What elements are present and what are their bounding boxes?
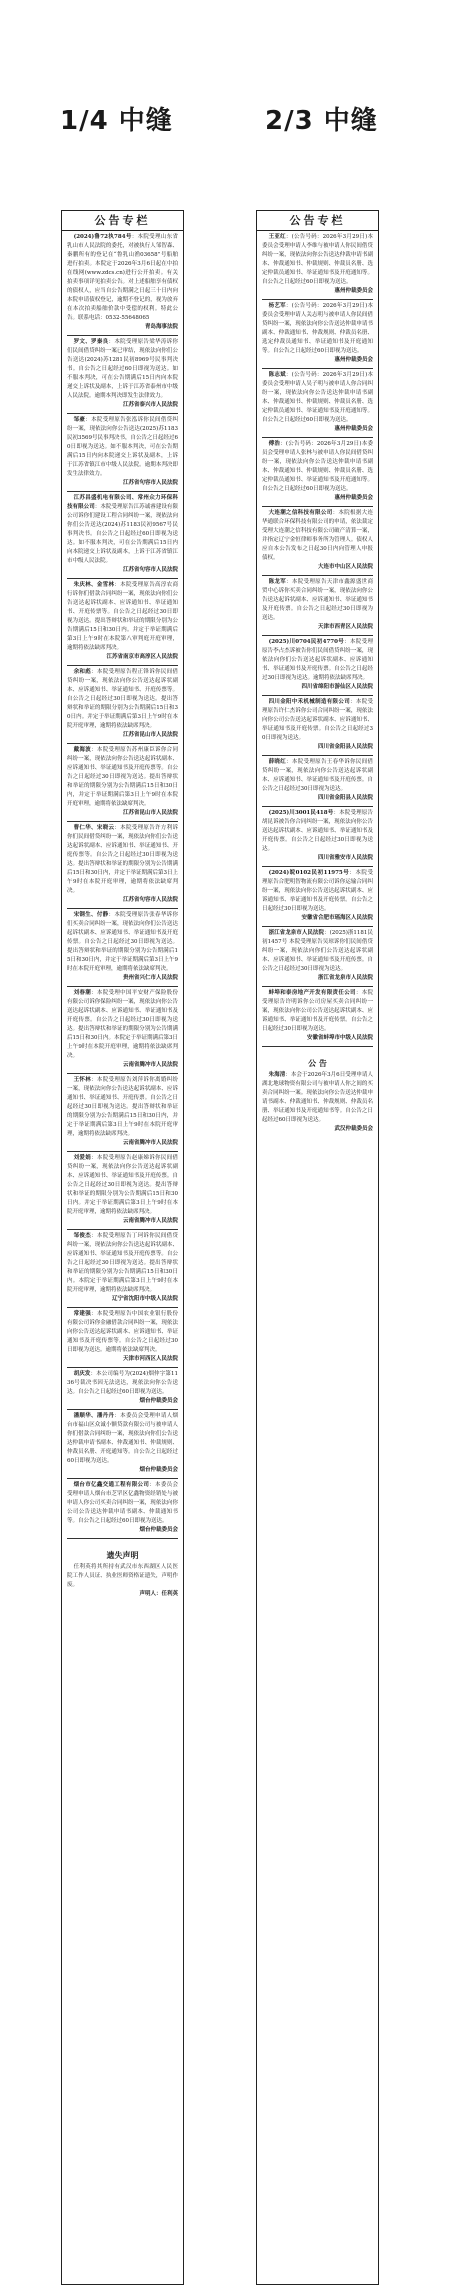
notice-label: (2024)皖0102民初11975号	[268, 870, 350, 876]
notice-divider	[262, 506, 373, 507]
notice-label: 朱庆林、金雪林	[73, 582, 115, 588]
notice-text: 陈龙军：本院受理原告天津市鑫源盛世商贸中心诉你买卖合同纠纷一案，现依法向你公告送达起诉状副本、应诉通知书、举证通知书及开庭传票。自公告之日起经过30日即视为送达。	[262, 579, 373, 621]
notice-court: 烟台仲裁委员会	[139, 1398, 178, 1404]
notice-item	[262, 638, 373, 696]
notice-court: 辽宁省沈阳市中级人民法院	[111, 1296, 178, 1302]
notice-item	[67, 581, 178, 666]
notice-item	[262, 371, 373, 438]
notice-label: 刘爱娟	[73, 1155, 92, 1161]
notice-label: 常建强	[73, 1311, 92, 1317]
notice-divider	[67, 1307, 178, 1308]
right-section-title: 2/3 中缝	[265, 106, 378, 136]
notice-body: 本公司编号为(2024)烟仲字第1136号裁决书因无法送达，现依法向你公告送达。自公告之日起经过60日即视为送达。	[67, 1371, 178, 1395]
notice-label: 大连潮之信科技有限公司	[268, 510, 333, 516]
bottom-notice-body: 朱海清：本会于2026年3月6日受理申请人湖北地球物资有限公司与被申请人你之间的买卖合同纠纷一案。现依法向你公告送达仲裁申请书副本、仲裁通知书、仲裁规则、仲裁员名册、举证通知书及开庭通知书等。自公告之日起经过60日即视为送达。	[262, 1072, 373, 1123]
notice-body: 本院受理原告许方利诉你们民间借贷纠纷一案，现依法向你们公告送达起诉状副本、应诉通知书、举证通知书、开庭传票等。自公告之日起经过30日即视为送达。提出答辩状和举证的期限分别为公告期满后15日和30日内，并定于举证期满后第3日上午9时在本院开庭审理，逾期将依法缺席判决。	[67, 825, 178, 894]
notice-label: 刘春潮	[73, 990, 92, 996]
notice-text: 傅浩：(公告号码：2026年3月29日)本委员会受理申请人张林与被申请人你民间借贷纠纷一案，现依法向你公告送达仲裁申请书副本、仲裁通知书、仲裁规则、仲裁员名册、选定仲裁员通知书、举证通知书及开庭通知等。自公告之日起经过60日即视为送达。	[262, 441, 373, 492]
notice-text: 戴海波：本院受理原告苏州康臣诉你合同纠纷一案，现依法向你公告送达起诉状副本、应诉通知书、举证通知书及开庭传票等。自公告之日起经过30日即视为送达。提出答辩状和举证的期限分别为公告期满后15日和30日内，并定于举证期满后第3日上午9时在本院开庭审理，逾期将依法缺席判决。	[67, 747, 178, 807]
notice-court: 云南省腾冲市人民法院	[122, 1218, 178, 1224]
notice-label: 陈志斌	[268, 372, 286, 378]
notice-text: 刘爱娟：本院受理原告赵康娣诉你民间借贷纠纷一案，现依法向你公告送达起诉状副本、应诉通知书、举证通知书及开庭传票。自公告之日起经过30日即视为送达。提出答辩状和举证的期限分别为公告期满后15日和30日内。并定于举证期满后第3日上午9时在本院开庭审理，逾期将依法缺席判决。	[67, 1155, 178, 1215]
lost-statement-title: 遗失声明	[106, 1550, 139, 1560]
notice-court: 天津市河西区人民法院	[122, 1356, 178, 1362]
notice-court: 惠州仲裁委员会	[334, 495, 373, 501]
bottom-notice-title: 公 告	[308, 1058, 327, 1068]
notice-body: 本院受理原告中国农业银行股份有限公司诉你金融借款合同纠纷一案，现依法向你公告送达起诉状副本、应诉通知书、举证通知书及开庭传票等。自公告之日起经过30日即视为送达。逾期将依法缺席判决。	[67, 1311, 178, 1353]
notice-item	[262, 578, 373, 636]
notice-divider	[67, 665, 178, 666]
notice-item	[67, 233, 178, 336]
notice-item	[262, 869, 373, 927]
notice-body: 本院受理原告许仁杰诉你公司合同纠纷一案，现依法向你公司公告送达起诉状副本、应诉通知书、举证通知书及开庭传票。自公告之日起经过30日即视为送达。	[262, 699, 373, 741]
notice-court: 云南省腾冲市人民法院	[122, 1062, 178, 1068]
notice-body: 本院受理原告丁珂诉你民间借贷纠纷一案，现依法向你公告送达起诉状副本、应诉通知书、举证通知书及开庭传票等。自公告之日起经过30日即视为送达。提出答辩状和举证的期限分别为公告期满后15日和30日内。本院定于举证期满后第3日上午9时在本院开庭审理，逾期将依法缺席判决。	[67, 1233, 178, 1293]
notice-divider	[262, 806, 373, 807]
notice-text: 四川金阳中禾机械制造有限公司：本院受理原告许仁杰诉你公司合同纠纷一案，现依法向你公司公告送达起诉状副本、应诉通知书、举证通知书及开庭传票。自公告之日起经过30日即视为送达。	[262, 699, 373, 741]
notice-label: 四川金阳中禾机械制造有限公司	[268, 699, 351, 705]
notice-label: 朱海清	[268, 1072, 286, 1078]
notice-court: 惠州仲裁委员会	[334, 288, 373, 294]
notice-court: 武汉仲裁委员会	[334, 1126, 373, 1132]
notice-item	[67, 1310, 178, 1368]
notice-body: 本院受理原告刘萍诉你离婚纠纷一案，现依法向你公告送达起诉状副本、应诉通知书、举证通知书、开庭传票。自公告之日起经过30日即视为送达。提出答辩状和举证的期限分别为公告期满后15日和30日内，并定于举证期满后第3日上午9时在本院开庭审理，逾期将依法缺席判决。	[67, 1077, 178, 1137]
notice-divider	[262, 986, 373, 987]
notice-divider	[67, 1478, 178, 1479]
right-notice-list	[257, 231, 378, 1047]
notice-divider	[67, 743, 178, 744]
notice-item	[67, 989, 178, 1074]
notice-text: 杨艺军：(公告号码：2026年3月29日)本委员会受理申请人关志明与被申请人你民间借贷纠纷一案，现依法向你公告送达仲裁申请书副本、仲裁通知书、仲裁规则、仲裁员名册、选定仲裁员通知书、举证通知书及开庭通知等。自公告之日起经过60日即视为送达。	[262, 303, 373, 354]
notice-text: 王亚红：(公告号码：2026年3月29日)本委员会受理申请人李维与被申请人你民间借贷纠纷一案，现依法向你公告送达仲裁申请书副本、仲裁通知书、仲裁规则、仲裁员名册、选定仲裁员通知书、举证通知书及开庭通知等。自公告之日起经过60日即视为送达。	[262, 234, 373, 285]
notice-item	[262, 989, 373, 1047]
notice-court: 四川省绵阳市游仙区人民法院	[301, 684, 373, 690]
notice-item	[67, 1076, 178, 1152]
notice-item	[67, 824, 178, 909]
notice-text: 邹俊杰：本院受理原告丁珂诉你民间借贷纠纷一案，现依法向你公告送达起诉状副本、应诉通知书、举证通知书及开庭传票等。自公告之日起经过30日即视为送达。提出答辩状和举证的期限分别为公告期满后15日和30日内。本院定于举证期满后第3日上午9时在本院开庭审理，逾期将依法缺席判决。	[67, 1233, 178, 1293]
notice-text: 邹豪：本院受理原告张泓诉你民间借贷纠纷一案，现依法向你公告送达(2025)苏1183民初3569号民事判决书，自公告之日起经过60日即视为送达。如不服本判决，可在公告期满后15日内向本院递交上诉状及副本，上诉于江苏省镇江市中级人民法院。逾期本判决即发生法律效力。	[67, 417, 178, 477]
notice-text: 陈志斌：(公告号码：2026年3月29日)本委员会受理申请人吴子明与被申请人你合同纠纷一案，现依法向你公告送达仲裁申请书副本、仲裁通知书、仲裁规则、仲裁员名册、选定仲裁员通知书、举证通知书及开庭通知等。自公告之日起经过60日即视为送达。	[262, 372, 373, 423]
notice-item	[67, 338, 178, 414]
notice-label: 曹仁华、宋晓云	[73, 825, 115, 831]
notice-divider	[67, 1409, 178, 1410]
notice-label: 傅浩	[268, 441, 281, 447]
notice-item	[67, 494, 178, 579]
notice-item	[67, 668, 178, 744]
notice-divider	[67, 1367, 178, 1368]
notice-divider	[262, 695, 373, 696]
notice-body: 本院受理山东省乳山市人民法院的委托，对被执行人邹智森、秦鹏所有的登记在“鲁乳山渔03658”号船舶进行拍卖。本院定于2026年3月6日起在中拍在线网(www.zdcs.cn)进行公开拍卖。有关拍卖事项详见拍卖公告。对上述船舶享有债权的债权人，应当自公告期满之日起三十日内向本院申请债权登记，逾期不登记的，视为放弃在本次拍卖船舶价款中受偿的权利。特此公告。联系电话：0532-55648065	[67, 234, 178, 321]
notice-court: 青岛海事法院	[144, 324, 178, 330]
notice-label: 邹俊杰	[73, 1233, 92, 1239]
notice-text: 罗文、罗秦良：本院受理原告梁华涛诉你们民间借贷纠纷一案已审结，现依法向你们公告送达(2024)苏1281民初8969号民事判决书。自公告之日起经过60日即视为送达。如不服本判决，可在公告期满后15日内向本院递交上诉状及副本，上诉于江苏省泰州市中级人民法院。逾期本判决即发生法律效力。	[67, 339, 178, 399]
notice-court: 惠州仲裁委员会	[334, 426, 373, 432]
notice-label: 烟台市亿鑫交通工程有限公司	[73, 1482, 150, 1488]
notice-body: 本院受理原告胡昆诉被告你合同纠纷一案，现依法向你公告送达起诉状副本、应诉通知书、举证通知书及开庭传票。自公告之日起经过30日即视为送达。	[262, 810, 373, 852]
notice-court: 江苏省昆山市人民法院	[122, 732, 178, 738]
notice-court: 四川省金阳县人民法院	[317, 795, 373, 801]
notice-divider	[262, 926, 373, 927]
notice-text: 江苏昌盛机电有限公司、常州众力环保科技有限公司：本院受理原告江苏诚睿建设有限公司诉你们建设工程合同纠纷一案，现依法向你们公告送达(2024)苏1183民初9567号民事判决书。自公告之日起经过60日即视为送达。如不服本判决，可在公告期满后15日内向本院递交上诉状及副本，上诉于江苏省镇江市中级人民法院。	[67, 495, 178, 564]
notice-body: 本院受理原告张春华诉你们买卖合同纠纷一案，现依法向你们公告送达起诉状副本、应诉通知书、举证通知书及开庭传票。自公告之日起经过30日即视为送达。提出答辩状和举证的期限分别为公告期满后15日和30日内，并定于举证期满后第3日上午9时在本院开庭审理，逾期将依法缺席判决。	[67, 912, 178, 972]
notice-body: 本院受理原告张泓诉你民间借贷纠纷一案，现依法向你公告送达(2025)苏1183民初3569号民事判决书，自公告之日起经过60日即视为送达。如不服本判决，可在公告期满后15日内向本院递交上诉状及副本，上诉于江苏省镇江市中级人民法院。逾期本判决即发生法律效力。	[67, 417, 178, 477]
notice-text: 浙江省龙泉市人民法院：(2025)浙1181民初1457号 本院受理原告吴琼诉你们民间借贷纠纷一案，现依法向你们公告送达起诉状副本、应诉通知书、举证通知书及开庭传票。自公告之日起经过30日即视为送达。	[262, 930, 373, 972]
notice-divider	[262, 866, 373, 867]
notice-court: 贵州省兴仁市人民法院	[122, 975, 178, 981]
notice-label: 戴海波	[73, 747, 92, 753]
notice-court: 江苏省泰兴市人民法院	[122, 402, 178, 408]
notice-divider	[67, 1151, 178, 1152]
notice-text: 胡庆发：本公司编号为(2024)烟仲字第1136号裁决书因无法送达，现依法向你公告送达。自公告之日起经过60日即视为送达。	[67, 1371, 178, 1395]
notice-label: 潘顺华、潘丹丹	[73, 1413, 115, 1419]
notice-item	[262, 302, 373, 369]
notice-label: 浙江省龙泉市人民法院	[268, 930, 325, 936]
notice-divider	[262, 1046, 373, 1047]
notice-label: 胡庆发	[73, 1371, 91, 1377]
notice-label: 江苏昌盛机电有限公司、常州众力环保科技有限公司	[67, 495, 178, 510]
notice-item	[67, 1232, 178, 1308]
notice-body: 本院受理原告许明诉你公司房屋买卖合同纠纷一案，现依法向你公司公告送达起诉状副本、应诉通知书、举证通知书及开庭传票。自公告之日起经过30日即视为送达。	[262, 990, 373, 1032]
notice-court: 大连市中山区人民法院	[317, 564, 373, 570]
notice-item	[262, 809, 373, 867]
notice-label: (2024)鲁72执784号	[73, 234, 132, 240]
notice-court: 江苏省句容市人民法院	[122, 480, 178, 486]
notice-label: 陈龙军	[268, 579, 287, 585]
notice-item	[67, 1481, 178, 1539]
notice-body: 本院受理原告江苏诚睿建设有限公司诉你们建设工程合同纠纷一案，现依法向你们公告送达(2024)苏1183民初9567号民事判决书。自公告之日起经过60日即视为送达。如不服本判决，可在公告期满后15日内向本院递交上诉状及副本，上诉于江苏省镇江市中级人民法院。	[67, 504, 178, 564]
notice-label: 罗文、罗秦良	[73, 339, 109, 345]
notice-divider	[67, 821, 178, 822]
notice-divider	[262, 437, 373, 438]
notice-court: 安徽省蚌埠市中级人民法院	[306, 1035, 373, 1041]
notice-court: 江苏省南京市高淳区人民法院	[106, 654, 178, 660]
notice-court: 江苏省句容市人民法院	[122, 567, 178, 573]
lost-statement-body: 任利英将其所持有武汉市东西湖区人民医院工作人员证、执业医师资格证遗失，声明作废。	[67, 1564, 178, 1588]
notice-item	[67, 1154, 178, 1230]
notice-label: (2025)川0704民初4770号	[268, 639, 345, 645]
notice-body: (公告号码：2026年3月29日)本委员会受理申请人李维与被申请人你民间借贷纠纷一案，现依法向你公告送达仲裁申请书副本、仲裁通知书、仲裁规则、仲裁员名册、选定仲裁员通知书、举证通知书及开庭通知等。自公告之日起经过60日即视为送达。	[262, 234, 373, 285]
notice-divider	[262, 368, 373, 369]
notice-body: 本委员会受理申请人烟台市芝罘区亿鑫物资经销处与被申请人你公司买卖合同纠纷一案，现依法向你公司公告送达仲裁申请书副本、仲裁通知书等。自公告之日起经过60日即视为送达。	[67, 1482, 178, 1524]
notice-body: (2025)浙1181民初1457号 本院受理原告吴琼诉你们民间借贷纠纷一案，现依法向你们公告送达起诉状副本、应诉通知书、举证通知书及开庭传票。自公告之日起经过30日即视为送达。	[262, 930, 373, 972]
notice-body: 本院受理原告李占杰诉被告你们民间借贷纠纷一案，现依法向你们公告送达起诉状副本、应诉通知书、举证通知书及开庭传票。自公告之日起经过30日即视为送达。逾期将依法缺席判决。	[262, 639, 373, 681]
lost-statement-signer: 声明人：任利英	[139, 1591, 178, 1597]
notice-text: 曹仁华、宋晓云：本院受理原告许方利诉你们民间借贷纠纷一案，现依法向你们公告送达起诉状副本、应诉通知书、举证通知书、开庭传票等。自公告之日起经过30日即视为送达。提出答辩状和举证的期限分别为公告期满后15日和30日内，并定于举证期满后第3日上午9时在本院开庭审理，逾期将依法缺席判决。	[67, 825, 178, 894]
notice-text: 大连潮之信科技有限公司：本院根据大连华通联合环保科技有限公司的申请，依法裁定受理大连潮之信科技有限公司破产清算一案，并指定辽宁金恒律师事务所为管理人。债权人应自本公告发布之日起30日内向管理人申报债权。	[262, 510, 373, 561]
notice-court: 云南省腾冲市人民法院	[122, 1140, 178, 1146]
notice-court: 四川省金阳县人民法院	[317, 744, 373, 750]
notice-body: 本院根据大连华通联合环保科技有限公司的申请，依法裁定受理大连潮之信科技有限公司破产清算一案，并指定辽宁金恒律师事务所为管理人。债权人应自本公告发布之日起30日内向管理人申报债权。	[262, 510, 373, 561]
notice-court: 江苏省昆山市人民法院	[122, 810, 178, 816]
notice-text: 刘春潮：本院受理中国平安财产保险股份有限公司诉你保险纠纷一案，现依法向你公告送达起诉状副本、应诉通知书、举证通知书及开庭传票。自公告之日起经过30日即视为送达。提出答辩状和举证的期限分别为公告期满后15日和30日内。本院定于举证期满后第3日上午9时在本院开庭审理，逾期将依法缺席判决。	[67, 990, 178, 1059]
right-column-header: 公告专栏	[257, 211, 378, 231]
lost-statement	[62, 1541, 183, 1599]
right-notice-column	[256, 210, 379, 2285]
left-section-title: 1/4 中缝	[60, 106, 173, 136]
notice-divider	[67, 986, 178, 987]
notice-court: 江苏省句容市人民法院	[122, 897, 178, 903]
notice-text: 宋钢生、付静：本院受理原告张春华诉你们买卖合同纠纷一案，现依法向你们公告送达起诉状副本、应诉通知书、举证通知书及开庭传票。自公告之日起经过30日即视为送达。提出答辩状和举证的期限分别为公告期满后15日和30日内，并定于举证期满后第3日上午9时在本院开庭审理，逾期将依法缺席判决。	[67, 912, 178, 972]
notice-text: 朱庆林、金雪林：本院受理原告高淳农商行诉你们借款合同纠纷一案，现依法向你们公告送达起诉状副本、应诉通知书、举证通知书、开庭传票等。自公告之日起经过30日即视为送达。提出答辩状和举证的期限分别为公告期满后15日和30日内。并定于举证期满后第3日上午9时在本院第八审判庭开庭审理，逾期将依法缺席判决。	[67, 582, 178, 651]
notice-item	[262, 929, 373, 987]
notice-divider	[67, 1073, 178, 1074]
notice-label: (2025)川3001民418号	[268, 810, 334, 816]
notice-text: 蚌埠和泰房地产开发有限责任公司：本院受理原告许明诉你公司房屋买卖合同纠纷一案，现依法向你公司公告送达起诉状副本、应诉通知书、举证通知书及开庭传票。自公告之日起经过30日即视为送达。	[262, 990, 373, 1032]
notice-item	[67, 1370, 178, 1410]
notice-divider	[67, 1229, 178, 1230]
notice-text: 常建强：本院受理原告中国农业银行股份有限公司诉你金融借款合同纠纷一案，现依法向你公告送达起诉状副本、应诉通知书、举证通知书及开庭传票等。自公告之日起经过30日即视为送达。逾期将依法缺席判决。	[67, 1311, 178, 1353]
notice-court: 浙江省龙泉市人民法院	[317, 975, 373, 981]
notice-court: 安徽省合肥市瑶海区人民法院	[301, 915, 373, 921]
notice-divider	[67, 578, 178, 579]
notice-label: 王怀林	[73, 1077, 92, 1083]
notice-item	[262, 698, 373, 756]
notice-text: 余和彪：本院受理原告程正锋诉你民间借贷纠纷一案，现依法向你公告送达起诉状副本、应诉通知书、举证通知书、开庭传票等。自公告之日起经过30日即视为送达。提出答辩状和举证的期限分别为公告期满后15日和30日内。并定于举证期满后第3日上午9时在本院开庭审理，逾期将依法缺席判决。	[67, 669, 178, 729]
notice-item	[262, 440, 373, 507]
notice-body: 本委员会受理申请人烟台市福山区众诚小额贷款有限公司与被申请人你们借款合同纠纷一案，现依法向你们公告送达仲裁申请书副本、仲裁通知书、仲裁规则、仲裁员名册、开庭通知等。自公告之日起经过60日即视为送达。	[67, 1413, 178, 1464]
notice-text: 潘顺华、潘丹丹：本委员会受理申请人烟台市福山区众诚小额贷款有限公司与被申请人你们借款合同纠纷一案，现依法向你们公告送达仲裁申请书副本、仲裁通知书、仲裁规则、仲裁员名册、开庭通知等。自公告之日起经过60日即视为送达。	[67, 1413, 178, 1464]
notice-body: 本院受理中国平安财产保险股份有限公司诉你保险纠纷一案，现依法向你公告送达起诉状副本、应诉通知书、举证通知书及开庭传票。自公告之日起经过30日即视为送达。提出答辩状和举证的期限分别为公告期满后15日和30日内。本院定于举证期满后第3日上午9时在本院开庭审理，逾期将依法缺席判决。	[67, 990, 178, 1059]
bottom-notice	[257, 1049, 378, 1134]
notice-body: 本院受理原告合肥明智物流有限公司诉你运输合同纠纷一案，现依法向你公告送达起诉状副本、应诉通知书、举证通知书及开庭传票。自公告之日起经过30日即视为送达。	[262, 870, 373, 912]
notice-divider	[67, 491, 178, 492]
notice-item	[67, 1412, 178, 1479]
notice-label: 余和彪	[73, 669, 92, 675]
notice-item	[67, 911, 178, 987]
left-notice-column	[61, 210, 184, 2285]
notice-body: 本院受理原告苏州康臣诉你合同纠纷一案，现依法向你公告送达起诉状副本、应诉通知书、举证通知书及开庭传票等。自公告之日起经过30日即视为送达。提出答辩状和举证的期限分别为公告期满后15日和30日内，并定于举证期满后第3日上午9时在本院开庭审理，逾期将依法缺席判决。	[67, 747, 178, 807]
notice-item	[262, 233, 373, 300]
notice-court: 四川省雅安市人民法院	[317, 855, 373, 861]
notice-text: (2025)川3001民418号：本院受理原告胡昆诉被告你合同纠纷一案，现依法向你公告送达起诉状副本、应诉通知书、举证通知书及开庭传票。自公告之日起经过30日即视为送达。	[262, 810, 373, 852]
notice-court: 天津市西青区人民法院	[317, 624, 373, 630]
notice-item	[67, 746, 178, 822]
notice-text: (2024)鲁72执784号：本院受理山东省乳山市人民法院的委托，对被执行人邹智森、秦鹏所有的登记在“鲁乳山渔03658”号船舶进行拍卖。本院定于2026年3月6日起在中拍在线网(www.zdcs.cn)进行公开拍卖。有关拍卖事项详见拍卖公告。对上述船舶享有债权的债权人，应当自公告期满之日起三十日内向本院申请债权登记，逾期不登记的，视为放弃在本次拍卖船舶价款中受偿的权利。特此公告。联系电话：0532-55648065	[67, 234, 178, 321]
notice-divider	[67, 1538, 178, 1539]
notice-body: 本院受理原告程正锋诉你民间借贷纠纷一案，现依法向你公告送达起诉状副本、应诉通知书、举证通知书、开庭传票等。自公告之日起经过30日即视为送达。提出答辩状和举证的期限分别为公告期满后15日和30日内。并定于举证期满后第3日上午9时在本院开庭审理，逾期将依法缺席判决。	[67, 669, 178, 729]
notice-label: 王亚红	[268, 234, 286, 240]
notice-body: 本会于2026年3月6日受理申请人湖北地球物资有限公司与被申请人你之间的买卖合同纠纷一案。现依法向你公告送达仲裁申请书副本、仲裁通知书、仲裁规则、仲裁员名册、举证通知书及开庭通知书等。自公告之日起经过60日即视为送达。	[262, 1072, 373, 1123]
notice-divider	[67, 335, 178, 336]
notice-body: 本院受理原告高淳农商行诉你们借款合同纠纷一案，现依法向你们公告送达起诉状副本、应诉通知书、举证通知书、开庭传票等。自公告之日起经过30日即视为送达。提出答辩状和举证的期限分别为公告期满后15日和30日内。并定于举证期满后第3日上午9时在本院第八审判庭开庭审理，逾期将依法缺席判决。	[67, 582, 178, 651]
notice-item	[262, 509, 373, 576]
notice-divider	[262, 635, 373, 636]
notice-label: 杨艺军	[268, 303, 286, 309]
notice-label: 邹豪	[73, 417, 86, 423]
notice-label: 薛晓红	[268, 759, 287, 765]
notice-body: 本院受理原告天津市鑫源盛世商贸中心诉你买卖合同纠纷一案，现依法向你公告送达起诉状副本、应诉通知书、举证通知书及开庭传票。自公告之日起经过30日即视为送达。	[262, 579, 373, 621]
notice-body: 本院受理原告梁华涛诉你们民间借贷纠纷一案已审结，现依法向你们公告送达(2024)苏1281民初8969号民事判决书。自公告之日起经过60日即视为送达。如不服本判决，可在公告期满后15日内向本院递交上诉状及副本，上诉于江苏省泰州市中级人民法院。逾期本判决即发生法律效力。	[67, 339, 178, 399]
notice-body: (公告号码：2026年3月29日)本委员会受理申请人关志明与被申请人你民间借贷纠纷一案，现依法向你公告送达仲裁申请书副本、仲裁通知书、仲裁规则、仲裁员名册、选定仲裁员通知书、举证通知书及开庭通知等。自公告之日起经过60日即视为送达。	[262, 303, 373, 354]
notice-divider	[262, 575, 373, 576]
notice-body: (公告号码：2026年3月29日)本委员会受理申请人吴子明与被申请人你合同纠纷一案，现依法向你公告送达仲裁申请书副本、仲裁通知书、仲裁规则、仲裁员名册、选定仲裁员通知书、举证通知书及开庭通知等。自公告之日起经过60日即视为送达。	[262, 372, 373, 423]
notice-divider	[67, 413, 178, 414]
notice-divider	[262, 299, 373, 300]
notice-label: 宋钢生、付静	[73, 912, 109, 918]
left-column-header: 公告专栏	[62, 211, 183, 231]
notice-court: 惠州仲裁委员会	[334, 357, 373, 363]
notice-body: 本院受理原告赵康娣诉你民间借贷纠纷一案，现依法向你公告送达起诉状副本、应诉通知书、举证通知书及开庭传票。自公告之日起经过30日即视为送达。提出答辩状和举证的期限分别为公告期满后15日和30日内。并定于举证期满后第3日上午9时在本院开庭审理，逾期将依法缺席判决。	[67, 1155, 178, 1215]
left-notice-list	[62, 231, 183, 1539]
notice-text: 薛晓红：本院受理原告王春华诉你民间借贷纠纷一案，现依法向你公告送达起诉状副本、应诉通知书、举证通知书及开庭传票。自公告之日起经过30日即视为送达。	[262, 759, 373, 792]
notice-court: 烟台仲裁委员会	[139, 1527, 178, 1533]
notice-text: 烟台市亿鑫交通工程有限公司：本委员会受理申请人烟台市芝罘区亿鑫物资经销处与被申请人你公司买卖合同纠纷一案，现依法向你公司公告送达仲裁申请书副本、仲裁通知书等。自公告之日起经过60日即视为送达。	[67, 1482, 178, 1524]
notice-label: 蚌埠和泰房地产开发有限责任公司	[268, 990, 356, 996]
notice-text: (2024)皖0102民初11975号：本院受理原告合肥明智物流有限公司诉你运输合同纠纷一案，现依法向你公告送达起诉状副本、应诉通知书、举证通知书及开庭传票。自公告之日起经过30日即视为送达。	[262, 870, 373, 912]
notice-item	[67, 416, 178, 492]
notice-text: (2025)川0704民初4770号：本院受理原告李占杰诉被告你们民间借贷纠纷一案，现依法向你们公告送达起诉状副本、应诉通知书、举证通知书及开庭传票。自公告之日起经过30日即视为送达。逾期将依法缺席判决。	[262, 639, 373, 681]
notice-body: 本院受理原告王春华诉你民间借贷纠纷一案，现依法向你公告送达起诉状副本、应诉通知书、举证通知书及开庭传票。自公告之日起经过30日即视为送达。	[262, 759, 373, 792]
notice-divider	[67, 908, 178, 909]
notice-item	[262, 758, 373, 807]
notice-court: 烟台仲裁委员会	[139, 1467, 178, 1473]
notice-body: (公告号码：2026年3月29日)本委员会受理申请人张林与被申请人你民间借贷纠纷一案，现依法向你公告送达仲裁申请书副本、仲裁通知书、仲裁规则、仲裁员名册、选定仲裁员通知书、举证通知书及开庭通知等。自公告之日起经过60日即视为送达。	[262, 441, 373, 492]
notice-divider	[262, 755, 373, 756]
notice-text: 王怀林：本院受理原告刘萍诉你离婚纠纷一案，现依法向你公告送达起诉状副本、应诉通知书、举证通知书、开庭传票。自公告之日起经过30日即视为送达。提出答辩状和举证的期限分别为公告期满后15日和30日内，并定于举证期满后第3日上午9时在本院开庭审理，逾期将依法缺席判决。	[67, 1077, 178, 1137]
